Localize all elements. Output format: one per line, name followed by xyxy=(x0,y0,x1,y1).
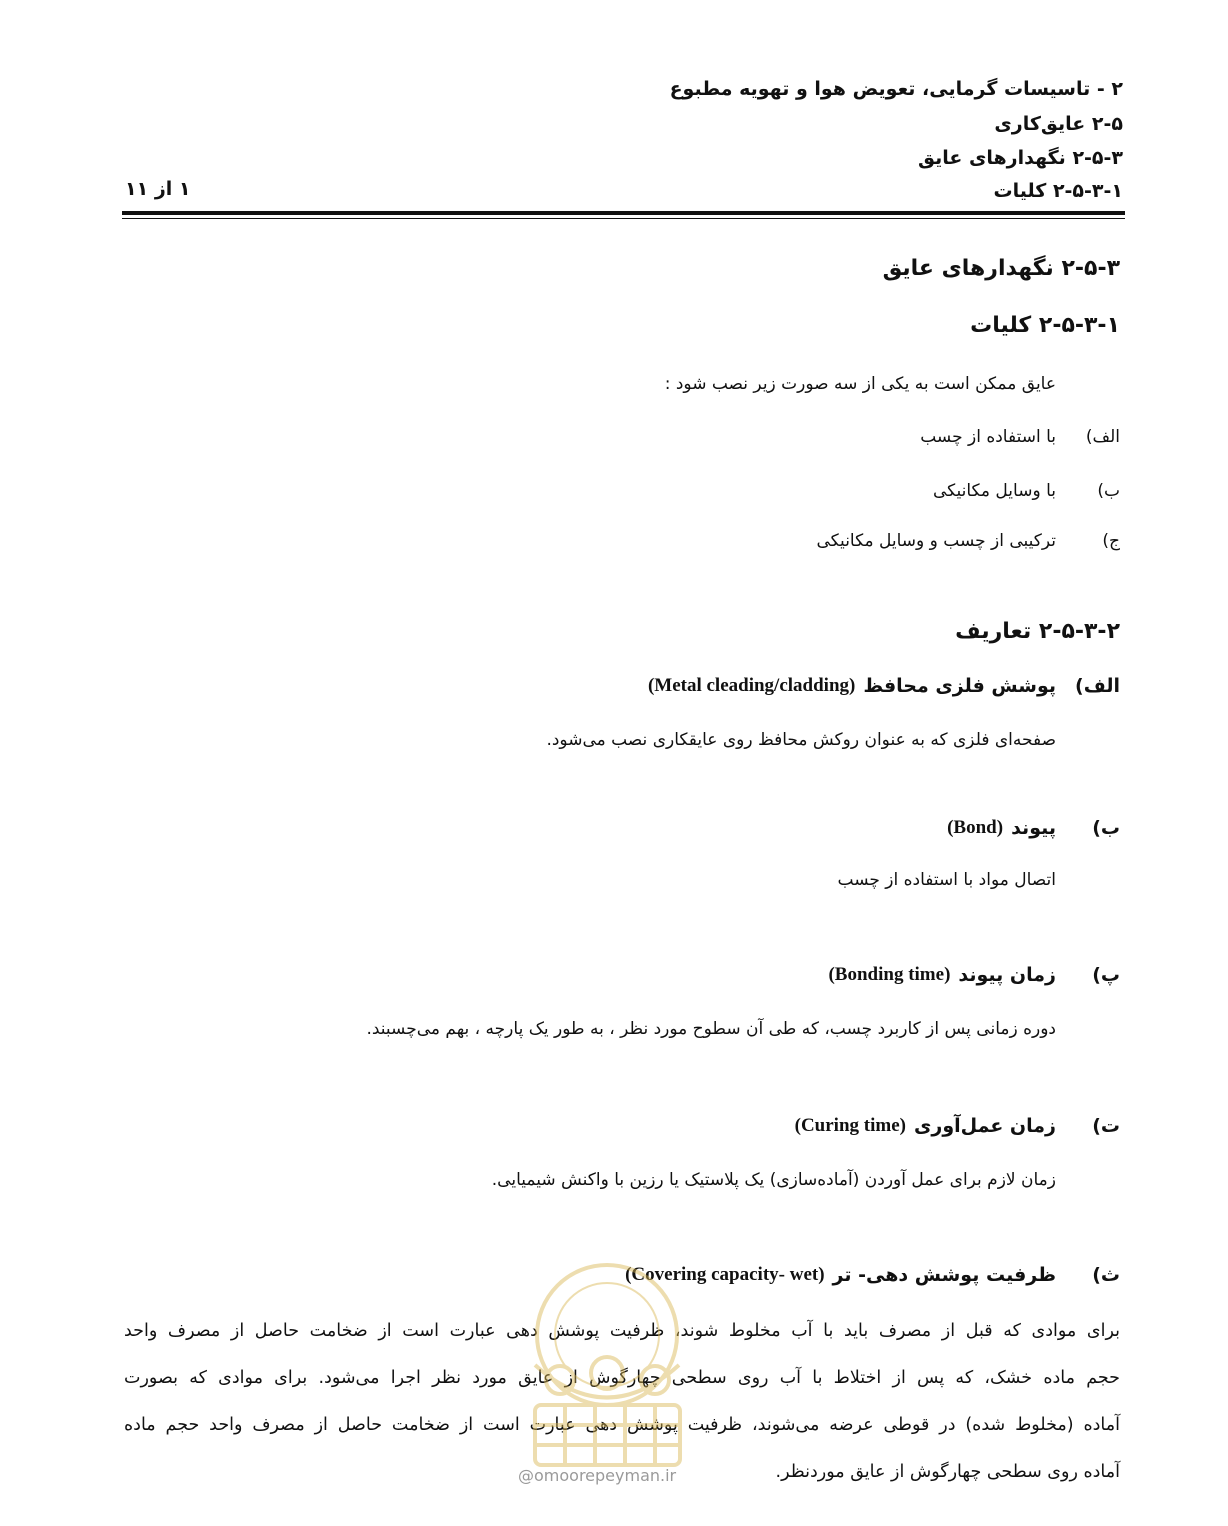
watermark-logo xyxy=(505,1255,710,1480)
list-item xyxy=(933,481,1120,501)
list-text: با وسایل مکانیکی xyxy=(932,481,1056,501)
list-item xyxy=(817,531,1121,551)
definition-term-en: (Metal cleading/cladding) xyxy=(647,675,856,696)
header-subsubsection: ۲-۵-۳-۱ کلیات xyxy=(993,180,1123,202)
paragraph-line: برای موادی که قبل از مصرف باید با آب مخلوط شوند، ظرفیت پوشش دهی عبارت است از ضخامت حاصل از مصرف واحد xyxy=(124,1321,1120,1341)
definition-term-en: (Bonding time) xyxy=(828,964,951,985)
page-number: ۱ از ۱۱ xyxy=(125,178,191,200)
paragraph-line: آماده (مخلوط شده) در قوطی عرضه می‌شوند، ظرفیت پوشش دهی عبارت است از ضخامت حاصل از مصرف واحد حجم ماده xyxy=(124,1415,1120,1435)
definition-marker: الف) xyxy=(1075,675,1120,697)
definition-term-en: (Curing time) xyxy=(794,1115,906,1136)
list-text: ترکیبی از چسب و وسایل مکانیکی xyxy=(816,531,1056,551)
paragraph-line: حجم ماده خشک، که پس از اختلاط با آب روی سطحی چهارگوش از عایق مورد نظر اجرا می‌شود. برای موادی که بصورت xyxy=(124,1368,1120,1388)
definition-marker: ب) xyxy=(1092,817,1120,839)
definition-text: زمان لازم برای عمل آوردن (آماده‌سازی) یک پلاستیک یا رزین با واکنش شیمیایی. xyxy=(491,1170,1056,1190)
definition-text: دوره زمانی پس از کاربرد چسب، که طی آن سطوح مورد نظر ، به طور یک پارچه ، بهم می‌چسبند. xyxy=(366,1019,1056,1039)
definition-term-fa: ظرفیت پوشش دهی- تر xyxy=(832,1264,1056,1286)
definition-term-en: (Bond) xyxy=(947,817,1004,838)
definition-term-fa: زمان پیوند xyxy=(958,964,1056,986)
definition-term-fa: پوشش فلزی محافظ xyxy=(863,675,1056,697)
definition-term-en: (Covering capacity- wet) xyxy=(625,1264,825,1285)
header-section: ۲-۵ عایق‌کاری xyxy=(994,113,1123,135)
definition-term-fa: پیوند xyxy=(1011,817,1056,839)
list-text: با استفاده از چسب xyxy=(920,427,1056,447)
definitions-title: ۲-۵-۳-۲ تعاریف xyxy=(955,619,1120,644)
definition-text: صفحه‌ای فلزی که به عنوان روکش محافظ روی عایقکاری نصب می‌شود. xyxy=(546,730,1056,750)
list-marker: ج) xyxy=(1102,531,1120,551)
header-divider xyxy=(122,211,1125,215)
definition-term xyxy=(947,817,1120,839)
watermark-text: @omoorepeyman.ir xyxy=(518,1466,677,1485)
general-intro: عایق ممکن است به یکی از سه صورت زیر نصب شود : xyxy=(664,374,1056,394)
definition-term xyxy=(648,675,1120,697)
header-subsection: ۲-۵-۳ نگهدارهای عایق xyxy=(917,147,1123,169)
list-item xyxy=(920,427,1120,447)
definition-term xyxy=(795,1115,1120,1137)
header-chapter: ۲ - تاسیسات گرمایی، تعویض هوا و تهویه مطبوع xyxy=(669,78,1123,100)
definition-marker: پ) xyxy=(1092,964,1120,986)
definition-term xyxy=(828,964,1120,986)
definition-marker: ت) xyxy=(1092,1115,1120,1137)
header-divider-thin xyxy=(122,218,1125,219)
definition-term-fa: زمان عمل‌آوری xyxy=(913,1115,1056,1137)
list-marker: الف) xyxy=(1085,427,1120,447)
list-marker: ب) xyxy=(1097,481,1120,501)
definition-marker: ث) xyxy=(1092,1264,1120,1286)
definition-text: اتصال مواد با استفاده از چسب xyxy=(837,870,1056,890)
section-title: ۲-۵-۳ نگهدارهای عایق xyxy=(882,256,1120,281)
paragraph-line: آماده روی سطحی چهارگوش از عایق موردنظر. xyxy=(775,1462,1120,1482)
general-title: ۲-۵-۳-۱ کلیات xyxy=(970,313,1120,338)
